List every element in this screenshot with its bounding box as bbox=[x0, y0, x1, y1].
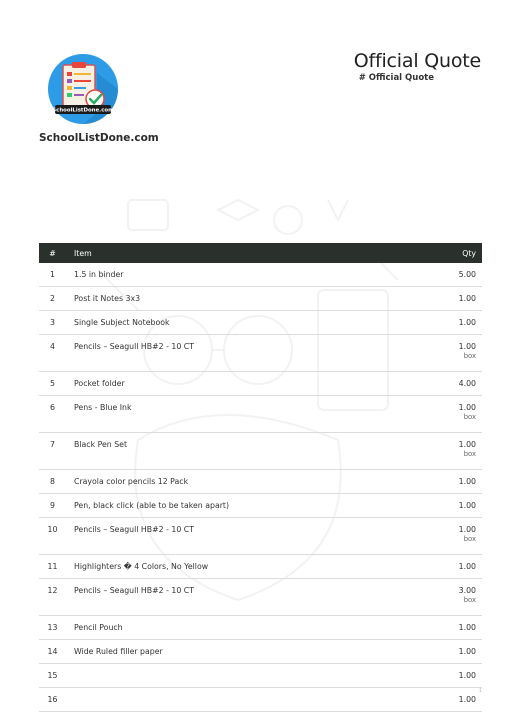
row-qty: 1.00 bbox=[458, 562, 476, 571]
table-row bbox=[39, 616, 482, 640]
quote-number: # Official Quote bbox=[358, 73, 434, 83]
row-item: Pencils – Seagull HB#2 - 10 CT bbox=[66, 335, 416, 372]
row-qty-cell bbox=[416, 688, 482, 712]
row-qty-cell bbox=[416, 555, 482, 579]
table-row bbox=[39, 470, 482, 494]
table-row bbox=[39, 433, 482, 470]
logo-text: SchoolListDone.com bbox=[52, 107, 114, 114]
row-item: Pencils – Seagull HB#2 - 10 CT bbox=[66, 579, 416, 616]
row-item bbox=[66, 664, 416, 688]
column-header-qty: Qty bbox=[462, 248, 476, 258]
row-qty: 1.00 bbox=[458, 403, 476, 412]
row-number: 4 bbox=[39, 335, 66, 372]
row-qty-cell bbox=[416, 579, 482, 616]
row-item: Post it Notes 3x3 bbox=[66, 287, 416, 311]
row-qty-cell bbox=[416, 287, 482, 311]
row-number: 10 bbox=[39, 518, 66, 555]
row-unit: box bbox=[463, 413, 476, 421]
row-qty: 1.00 bbox=[458, 695, 476, 704]
row-qty-cell bbox=[416, 263, 482, 287]
row-item: Single Subject Notebook bbox=[66, 311, 416, 335]
table-row bbox=[39, 287, 482, 311]
row-item bbox=[66, 688, 416, 712]
table-row bbox=[39, 311, 482, 335]
row-number: 7 bbox=[39, 433, 66, 470]
column-header-item: Item bbox=[74, 248, 92, 258]
row-number: 9 bbox=[39, 494, 66, 518]
row-qty-cell bbox=[416, 311, 482, 335]
table-row bbox=[39, 640, 482, 664]
row-number: 8 bbox=[39, 470, 66, 494]
row-number: 2 bbox=[39, 287, 66, 311]
row-qty: 1.00 bbox=[458, 342, 476, 351]
row-item: Wide Ruled filler paper bbox=[66, 640, 416, 664]
row-qty-cell bbox=[416, 616, 482, 640]
row-qty: 1.00 bbox=[458, 477, 476, 486]
row-qty-cell bbox=[416, 640, 482, 664]
row-qty: 1.00 bbox=[458, 440, 476, 449]
row-item: 1.5 in binder bbox=[66, 263, 416, 287]
row-item: Pencil Pouch bbox=[66, 616, 416, 640]
row-item: Highlighters � 4 Colors, No Yellow bbox=[66, 555, 416, 579]
company-name: SchoolListDone.com bbox=[39, 132, 159, 144]
row-qty-cell bbox=[416, 396, 482, 433]
table-row bbox=[39, 518, 482, 555]
row-qty-cell bbox=[416, 335, 482, 372]
row-number: 5 bbox=[39, 372, 66, 396]
row-qty: 1.00 bbox=[458, 525, 476, 534]
row-item: Pocket folder bbox=[66, 372, 416, 396]
row-unit: box bbox=[463, 596, 476, 604]
table-row bbox=[39, 372, 482, 396]
table-row bbox=[39, 579, 482, 616]
row-number: 6 bbox=[39, 396, 66, 433]
row-qty: 5.00 bbox=[458, 270, 476, 279]
row-qty-cell bbox=[416, 494, 482, 518]
row-unit: box bbox=[463, 535, 476, 543]
table-row bbox=[39, 555, 482, 579]
row-item: Black Pen Set bbox=[66, 433, 416, 470]
row-unit: box bbox=[463, 352, 476, 360]
quote-items-table bbox=[39, 243, 482, 712]
row-unit: box bbox=[463, 450, 476, 458]
row-number: 15 bbox=[39, 664, 66, 688]
row-number: 13 bbox=[39, 616, 66, 640]
row-qty: 1.00 bbox=[458, 318, 476, 327]
page-title: Official Quote bbox=[353, 50, 481, 72]
row-qty-cell bbox=[416, 372, 482, 396]
row-qty: 1.00 bbox=[458, 671, 476, 680]
row-qty-cell bbox=[416, 518, 482, 555]
table-row bbox=[39, 263, 482, 287]
clipboard-checklist-icon bbox=[47, 53, 119, 125]
table-row bbox=[39, 664, 482, 688]
row-number: 11 bbox=[39, 555, 66, 579]
column-header-number: # bbox=[49, 248, 56, 258]
row-qty: 1.00 bbox=[458, 623, 476, 632]
row-number: 16 bbox=[39, 688, 66, 712]
row-qty-cell bbox=[416, 664, 482, 688]
row-qty-cell bbox=[416, 433, 482, 470]
row-item: Pen, black click (able to be taken apart) bbox=[66, 494, 416, 518]
row-number: 12 bbox=[39, 579, 66, 616]
row-qty: 3.00 bbox=[458, 586, 476, 595]
page-number: 1 bbox=[478, 688, 482, 694]
table-row bbox=[39, 494, 482, 518]
row-number: 1 bbox=[39, 263, 66, 287]
table-row bbox=[39, 396, 482, 433]
table-row bbox=[39, 688, 482, 712]
row-item: Crayola color pencils 12 Pack bbox=[66, 470, 416, 494]
row-item: Pens - Blue Ink bbox=[66, 396, 416, 433]
row-qty: 1.00 bbox=[458, 294, 476, 303]
row-qty-cell bbox=[416, 470, 482, 494]
row-item: Pencils – Seagull HB#2 - 10 CT bbox=[66, 518, 416, 555]
table-header-row bbox=[39, 243, 482, 263]
company-logo bbox=[47, 53, 119, 125]
row-number: 3 bbox=[39, 311, 66, 335]
row-qty: 1.00 bbox=[458, 647, 476, 656]
row-qty: 1.00 bbox=[458, 501, 476, 510]
table-row bbox=[39, 335, 482, 372]
row-qty: 4.00 bbox=[458, 379, 476, 388]
row-number: 14 bbox=[39, 640, 66, 664]
